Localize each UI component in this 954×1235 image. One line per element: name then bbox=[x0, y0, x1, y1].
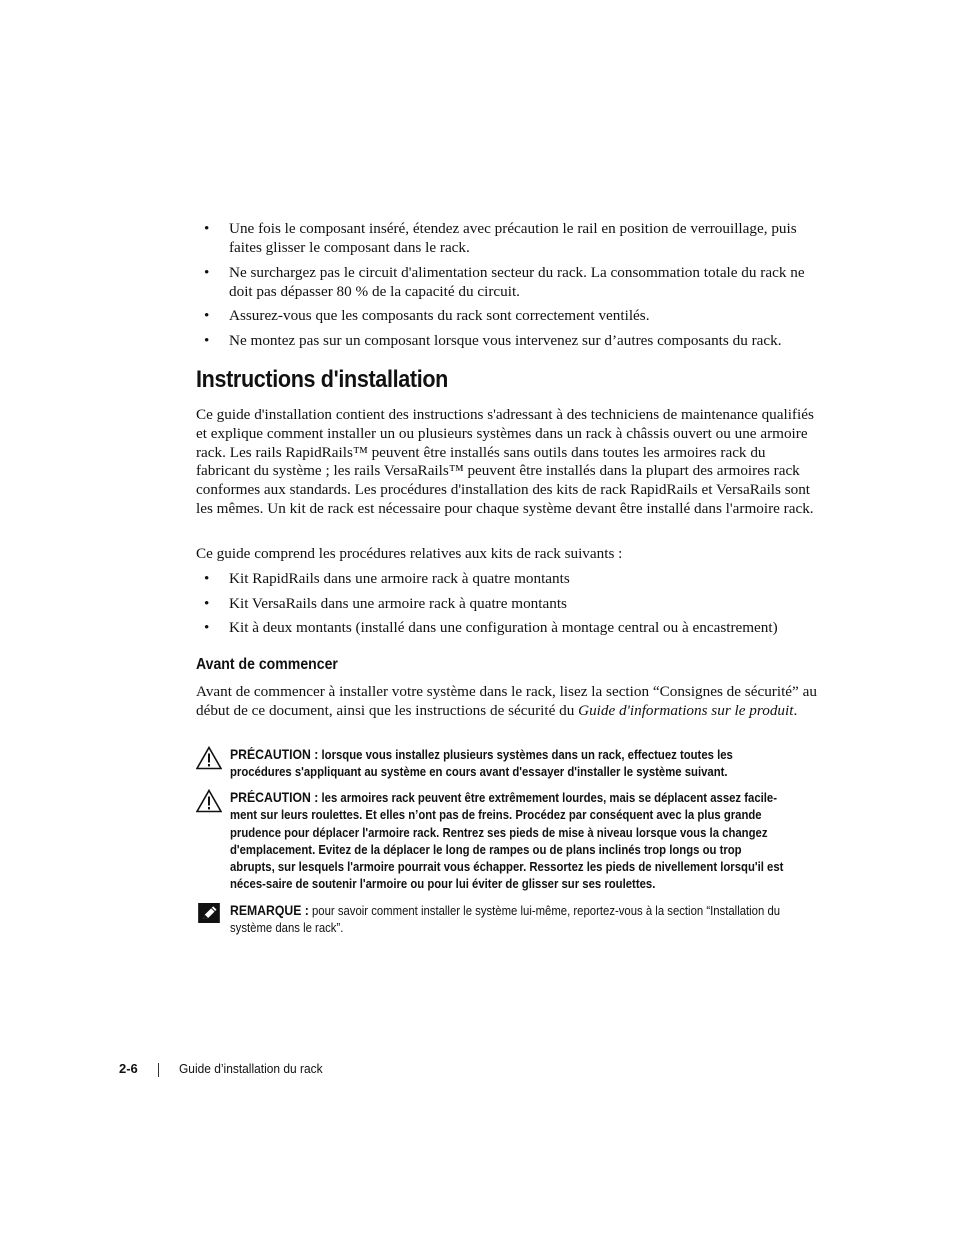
list-item-text: Ne montez pas sur un composant lorsque vous intervenez sur d’autres composants du rack. bbox=[229, 331, 782, 349]
warning-triangle-icon bbox=[196, 789, 222, 813]
list-item-text: Kit VersaRails dans une armoire rack à quatre montants bbox=[229, 594, 567, 612]
notice-body: les armoires rack peuvent être extrêmement lourdes, mais se déplacent assez facile-ment sur leurs roulettes. Et elles n’ont pas de freins. Procédez par conséquent avec la plus grande prudence pour déplacer l'armoire rack. Rentrez ses pieds de mise à niveau lorsque vous la changez d'emplacement. Evitez de la déplacer le long de rampes ou de plans inclinés trop longs ou trop abrupts, sur lesquels l'armoire pourrait vous échapper. Ressortez les pieds de nivellement lorsqu'il est néces-saire de soutenir l'armoire ou pour lui éviter de glisser sur ses roulettes. bbox=[230, 791, 784, 892]
subsection-title: Avant de commencer bbox=[196, 656, 338, 673]
bullet-dot: • bbox=[204, 331, 210, 349]
list-item bbox=[196, 594, 820, 613]
list-item bbox=[196, 306, 820, 325]
bullet-dot: • bbox=[204, 263, 210, 281]
bullet-dot: • bbox=[204, 570, 210, 587]
bullet-dot: • bbox=[204, 619, 210, 636]
notice-text bbox=[230, 902, 788, 938]
footer-title: Guide d’installation du rack bbox=[179, 1061, 323, 1076]
pencil-note-icon bbox=[198, 903, 220, 923]
list-item-text: Ne surchargez pas le circuit d'alimentation secteur du rack. La consommation totale du rack ne doit pas dépasser 80 % de la capacité du circuit. bbox=[229, 263, 805, 300]
list-item-text: Une fois le composant inséré, étendez avec précaution le rail en position de verrouillage, puis faites glisser le composant dans le rack. bbox=[229, 220, 797, 256]
bullet-dot: • bbox=[204, 220, 210, 237]
list-item bbox=[196, 263, 820, 301]
list-item bbox=[196, 219, 820, 257]
notice-label: PRÉCAUTION : bbox=[230, 747, 319, 762]
kits-intro-paragraph: Ce guide comprend les procédures relatives aux kits de rack suivants : bbox=[196, 545, 623, 562]
subsection-paragraph bbox=[196, 682, 820, 720]
list-item-text: Kit à deux montants (installé dans une configuration à montage central ou à encastrement) bbox=[229, 619, 778, 636]
list-item-text: Assurez-vous que les composants du rack sont correctement ventilés. bbox=[229, 307, 650, 324]
notice-body: pour savoir comment installer le système lui-même, reportez-vous à la section “Installation du système dans le rack”. bbox=[230, 904, 781, 936]
list-item bbox=[196, 569, 820, 588]
notice-text bbox=[230, 746, 788, 782]
bullet-dot: • bbox=[204, 594, 210, 612]
guide-title-italic: Guide d'informations sur le produit bbox=[578, 702, 794, 719]
notice-label: REMARQUE : bbox=[230, 903, 309, 918]
page-number: 2-6 bbox=[119, 1061, 138, 1076]
list-item-text: Kit RapidRails dans une armoire rack à quatre montants bbox=[229, 570, 570, 587]
section-title: Instructions d'installation bbox=[196, 366, 448, 393]
notice-label: PRÉCAUTION : bbox=[230, 790, 319, 805]
warning-triangle-icon bbox=[196, 746, 222, 770]
safety-bullet-list bbox=[196, 219, 820, 355]
bullet-dot: • bbox=[204, 307, 210, 324]
notice-body: lorsque vous installez plusieurs systèmes dans un rack, effectuez toutes les procédures s'appliquant au système en cours avant d'essayer d'installer le système suivant. bbox=[230, 748, 733, 780]
paragraph-text: Avant de commencer à installer votre système dans le rack, lisez la section “Consignes de sécurité” au début de ce document, ainsi que les instructions de sécurité du bbox=[196, 683, 817, 719]
kits-bullet-list bbox=[196, 569, 820, 643]
list-item bbox=[196, 331, 820, 350]
section-intro-paragraph: Ce guide d'installation contient des instructions s'adressant à des techniciens de maintenance qualifiés et explique comment installer un ou plusieurs systèmes dans un rack à châssis ouvert ou une armoire rack. Les rails RapidRails™ peuvent être installés sans outils dans toutes les armoires rack du fabricant du système ; les rails VersaRails™ peuvent être installés dans la plupart des armoires rack conformes aux standards. Les procédures d'installation des kits de rack RapidRails et VersaRails sont les mêmes. Un kit de rack est nécessaire pour chaque système devant être installé dans l'armoire rack. bbox=[196, 406, 814, 517]
paragraph-end: . bbox=[793, 702, 798, 719]
list-item bbox=[196, 618, 820, 637]
footer-separator bbox=[158, 1063, 159, 1077]
notice-text bbox=[230, 789, 788, 894]
